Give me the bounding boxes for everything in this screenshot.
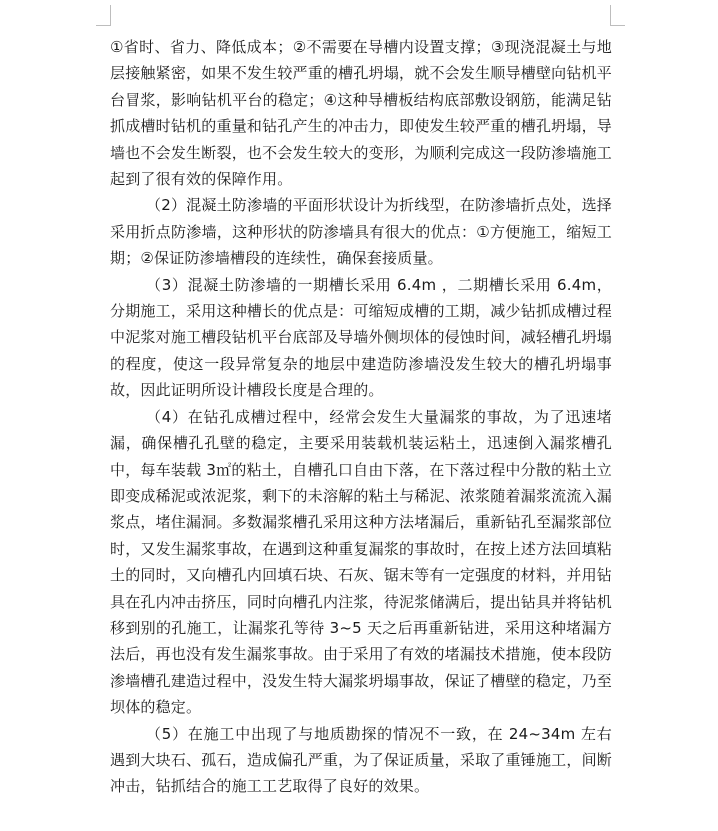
margin-corner-mark-top-left [96, 5, 111, 26]
paragraph-item-3: （3）混凝土防渗墙的一期槽长采用 6.4m ，二期槽长采用 6.4m，分期施工，采用这种槽长的优点是：可缩短成槽的工期，减少钻抓成槽过程中泥浆对施工槽段钻机平台底部及导墙外侧坝体的侵蚀时间，减轻槽孔坍塌的程度，使这一段异常复杂的地层中建造防渗墙没发生较大的槽孔坍塌事故，因此证明所设计槽段长度是合理的。 [110, 275, 612, 400]
document-body [110, 34, 612, 800]
paragraph-item-4: （4）在钻孔成槽过程中，经常会发生大量漏浆的事故，为了迅速堵漏，确保槽孔孔壁的稳定，主要采用装载机装运粘土，迅速倒入漏浆槽孔中，每车装载 3㎡的粘土，自槽孔口自由下落，在下落过程中分散的粘土立即变成稀泥或浓泥浆，剩下的未溶解的粘土与稀泥、浓浆随着漏浆流流入漏浆点，堵住漏洞。多数漏浆槽孔采用这种方法堵漏后，重新钻孔至漏浆部位时，又发生漏浆事故，在遇到这种重复漏浆的事故时，在按上述方法回填粘土的同时，又向槽孔内回填石块、石灰、锯末等有一定强度的材料，并用钻具在孔内冲击挤压，同时向槽孔内注浆，待泥浆储满后，提出钻具并将钻机移到别的孔施工，让漏浆孔等待 3~5 天之后再重新钻进，采用这种堵漏方法后，再也没有发生漏浆事故。由于采用了有效的堵漏技术措施，使本段防渗墙槽孔建造过程中，没发生特大漏浆坍塌事故，保证了槽壁的稳定，乃至坝体的稳定。 [110, 407, 612, 717]
margin-corner-mark-top-right [610, 5, 625, 26]
paragraph-continuation: ①省时、省力、降低成本；②不需要在导槽内设置支撑；③现浇混凝土与地层接触紧密，如果不发生较严重的槽孔坍塌，就不会发生顺导槽壁向钻机平台冒浆，影响钻机平台的稳定；④这种导槽板结构底部敷设钢筋，能满足钻抓成槽时钻机的重量和钻孔产生的冲击力，即使发生较严重的槽孔坍塌，导墙也不会发生断裂，也不会发生较大的变形，为顺利完成这一段防渗墙施工起到了很有效的保障作用。 [110, 38, 612, 189]
paragraph-item-5: （5）在施工中出现了与地质勘探的情况不一致，在 24~34m 左右遇到大块石、孤石，造成偏孔严重，为了保证质量，采取了重锤施工，间断冲击，钻抓结合的施工工艺取得了良好的效果。 [110, 724, 612, 796]
paragraph-item-2: （2）混凝土防渗墙的平面形状设计为折线型，在防渗墙折点处，选择采用折点防渗墙，这种形状的防渗墙具有很大的优点：①方便施工，缩短工期；②保证防渗墙槽段的连续性，确保套接质量。 [110, 196, 612, 268]
